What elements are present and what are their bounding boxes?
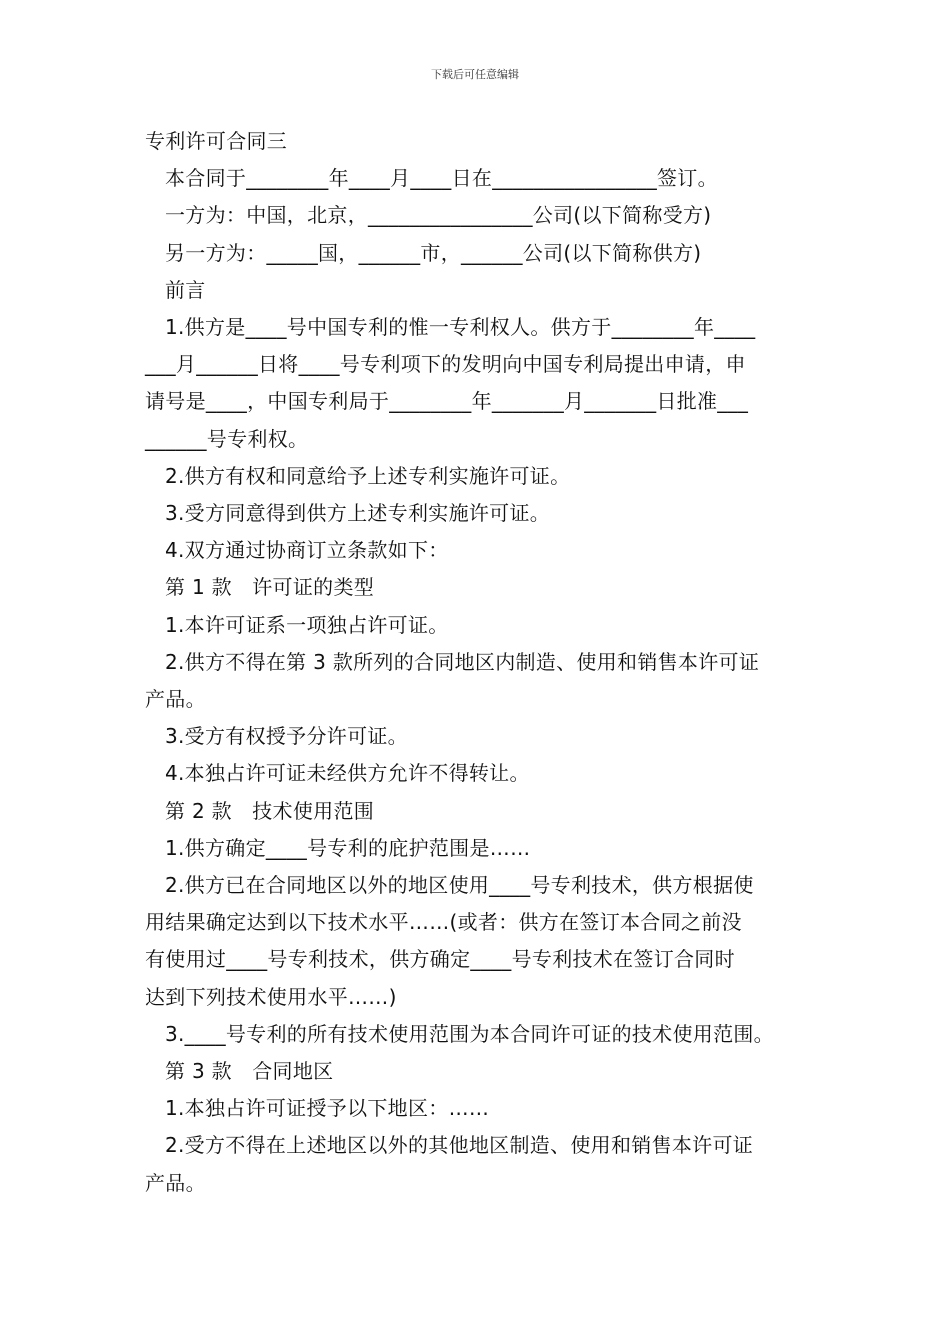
document-line: 1.本许可证系一项独占许可证。 xyxy=(165,612,449,637)
document-line: 1.供方确定____号专利的庇护范围是…… xyxy=(165,835,531,860)
document-line: 产品。 xyxy=(145,1170,206,1195)
document-line: 另一方为：_____国，______市，______公司(以下简称供方) xyxy=(165,240,702,265)
document-line: ___月______日将____号专利项下的发明向中国专利局提出申请，申 xyxy=(145,352,746,377)
document-lines xyxy=(145,160,817,1202)
document-line: 前言 xyxy=(165,277,206,302)
document-line: 2.供方已在合同地区以外的地区使用____号专利技术，供方根据使 xyxy=(165,873,754,898)
document-line: 3.受方有权授予分许可证。 xyxy=(165,724,408,749)
document-line: 有使用过____号专利技术，供方确定____号专利技术在签订合同时 xyxy=(145,947,735,972)
document-line: 2.供方不得在第 3 款所列的合同地区内制造、使用和销售本许可证 xyxy=(165,649,760,674)
document-line: 1.本独占许可证授予以下地区：…… xyxy=(165,1096,490,1121)
document-title: 专利许可合同三 xyxy=(145,129,288,153)
document-line: 1.供方是____号中国专利的惟一专利权人。供方于________年____ xyxy=(165,315,756,340)
document-line: 2.受方不得在上述地区以外的其他地区制造、使用和销售本许可证 xyxy=(165,1133,754,1158)
document-line: 3.受方同意得到供方上述专利实施许可证。 xyxy=(165,501,551,526)
document-line: 3.____号专利的所有技术使用范围为本合同许可证的技术使用范围。 xyxy=(165,1021,774,1046)
page-header-note: 下载后可任意编辑 xyxy=(431,68,519,81)
document-line: 请号是____，中国专利局于________年_______月_______日批准___ xyxy=(145,389,749,414)
document-line: 第 3 款 合同地区 xyxy=(165,1059,334,1084)
document-line: 4.双方通过协商订立条款如下： xyxy=(165,538,449,563)
document-body xyxy=(145,123,817,1202)
document-line: 产品。 xyxy=(145,687,206,712)
document-line: 用结果确定达到以下技术水平……(或者：供方在签订本合同之前没 xyxy=(145,910,742,935)
document-line: 本合同于________年____月____日在________________签订。 xyxy=(165,166,718,191)
document-line: ______号专利权。 xyxy=(145,426,309,451)
document-line: 4.本独占许可证未经供方允许不得转让。 xyxy=(165,761,530,786)
document-line: 第 2 款 技术使用范围 xyxy=(165,798,375,823)
document-line: 达到下列技术使用水平……) xyxy=(145,984,397,1009)
document-line: 一方为：中国，北京，________________公司(以下简称受方) xyxy=(165,203,712,228)
document-line: 第 1 款 许可证的类型 xyxy=(165,575,375,600)
document-line: 2.供方有权和同意给予上述专利实施许可证。 xyxy=(165,463,571,488)
